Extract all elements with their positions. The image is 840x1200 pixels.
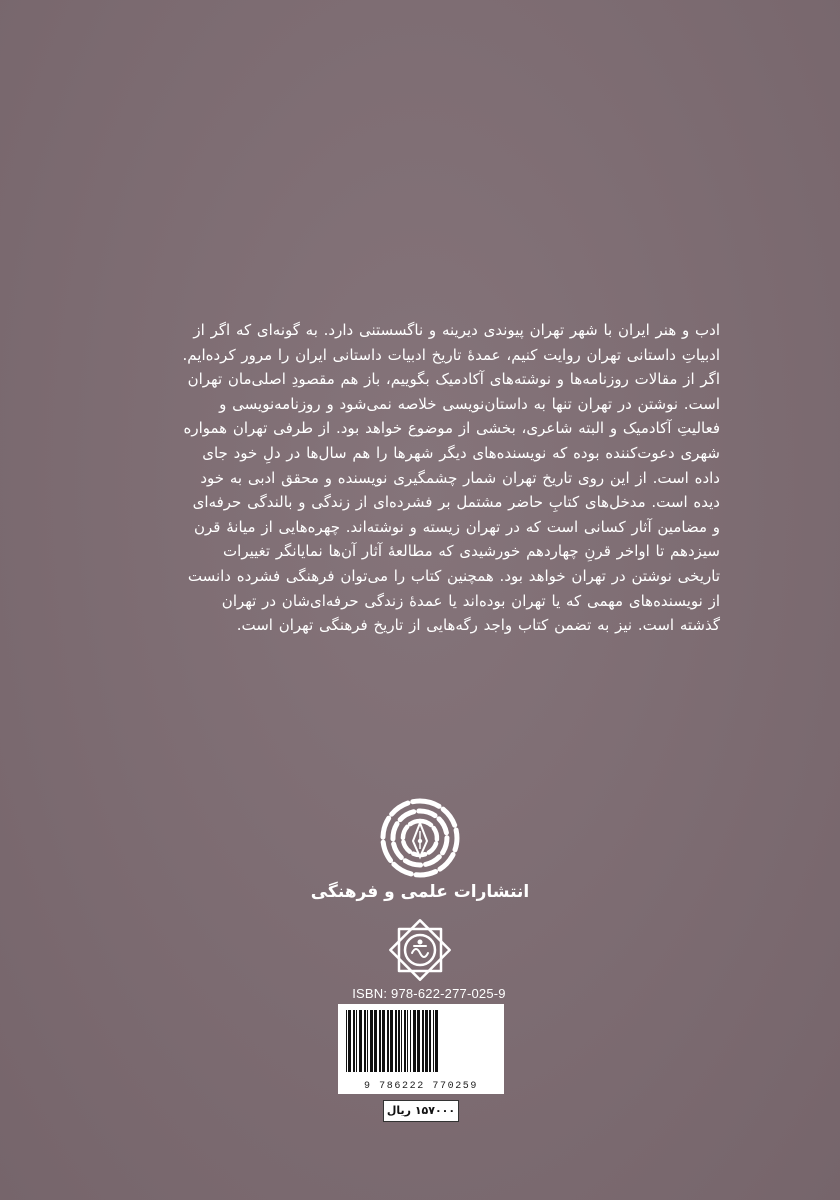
barcode-bar <box>379 1010 381 1072</box>
barcode-bar <box>395 1010 397 1072</box>
isbn-label: ISBN: 978-622-277-025-9 <box>352 986 506 1001</box>
barcode-bars <box>338 1004 504 1078</box>
barcode-bar <box>401 1010 402 1072</box>
barcode <box>338 1004 504 1094</box>
blurb-text <box>128 318 720 638</box>
blurb-line: ادبیاتِ داستانی تهران روایت کنیم، عمدهٔ تاریخ ادبیات داستانی ایران را مرور کرده‌ایم. <box>182 345 720 364</box>
barcode-bar <box>410 1010 411 1072</box>
barcode-bar <box>435 1010 438 1072</box>
barcode-bar <box>367 1010 368 1072</box>
barcode-bar <box>353 1010 355 1072</box>
publisher-name: انتشارات علمی و فرهنگی <box>310 882 530 902</box>
barcode-bar <box>404 1010 406 1072</box>
barcode-bar <box>348 1010 351 1072</box>
barcode-bar <box>429 1010 431 1072</box>
blurb-line: ادب و هنر ایران با شهر تهران پیوندی دیرینه و ناگسستنی دارد. به گونه‌ای که اگر از <box>193 321 720 339</box>
barcode-bar <box>390 1010 393 1072</box>
barcode-digits: 9 786222 770259 <box>363 1081 478 1092</box>
barcode-bar <box>413 1010 416 1072</box>
barcode-bar <box>382 1010 385 1072</box>
blurb-line: و مضامین آثار کسانی است که در تهران زیسته و نوشته‌اند. چهره‌هایی از میانهٔ قرن <box>194 517 720 536</box>
barcode-bar <box>422 1010 424 1072</box>
barcode-bar <box>398 1010 400 1072</box>
blurb-line: سیزدهم تا اواخر قرنِ چهاردهم خورشیدی که مطالعهٔ آثار آن‌ها نمایانگر تغییرات <box>223 542 720 561</box>
barcode-bar <box>433 1010 434 1072</box>
barcode-bar <box>407 1010 408 1072</box>
barcode-bar <box>359 1010 362 1072</box>
blurb-line: اگر از مقالات روزنامه‌ها و نوشته‌های آکادمیک بگوییم، باز هم مقصودِ اصلی‌مان تهران <box>187 370 720 389</box>
barcode-bar <box>417 1010 420 1072</box>
blurb-line: است. نوشتن در تهران تنها به داستان‌نویسی خلاصه نمی‌شود و روزنامه‌نویسی و <box>219 394 720 413</box>
barcode-bar <box>425 1010 428 1072</box>
barcode-bar <box>346 1010 347 1072</box>
pen-nib-circle-logo <box>379 797 461 879</box>
barcode-bar <box>387 1010 389 1072</box>
blurb-line: شهری دعوت‌کننده بوده که نویسنده‌های دیگر شهرها را هم سال‌ها در دلِ خود جای <box>202 443 720 462</box>
barcode-bar <box>374 1010 377 1072</box>
blurb-line: از نویسنده‌های مهمی که یا تهران بوده‌اند یا عمدهٔ زندگی حرفه‌ای‌شان در تهران <box>221 591 720 610</box>
blurb-line: فعالیتِ آکادمیک و البته شاعری، بخشی از موضوع خواهد بود. از طرفی تهران همواره <box>183 419 720 438</box>
blurb-line: تاریخی نوشتن در تهران خواهد بود. همچنین کتاب را می‌توان فرهنگی فشرده دانست <box>187 566 720 585</box>
blurb-line: گذشته است. نیز به تضمن کتاب واجد رگه‌هایی از تاریخ فرهنگی تهران است. <box>236 616 720 635</box>
barcode-bar <box>370 1010 373 1072</box>
blurb-line: دیده است. مدخل‌های کتابِ حاضر مشتمل بر فشرده‌ای از زندگی و بالندگی حرفه‌ای <box>192 493 720 512</box>
price-tag: ۱۵۷۰۰۰ ریال <box>383 1100 459 1122</box>
blurb-line: داده است. از این روی تاریخ تهران شمار چشمگیری نویسنده و محقق ادبی به خود <box>200 468 720 487</box>
tehran-municipality-star-emblem <box>385 915 455 985</box>
barcode-bar <box>356 1010 357 1072</box>
barcode-bar <box>364 1010 366 1072</box>
